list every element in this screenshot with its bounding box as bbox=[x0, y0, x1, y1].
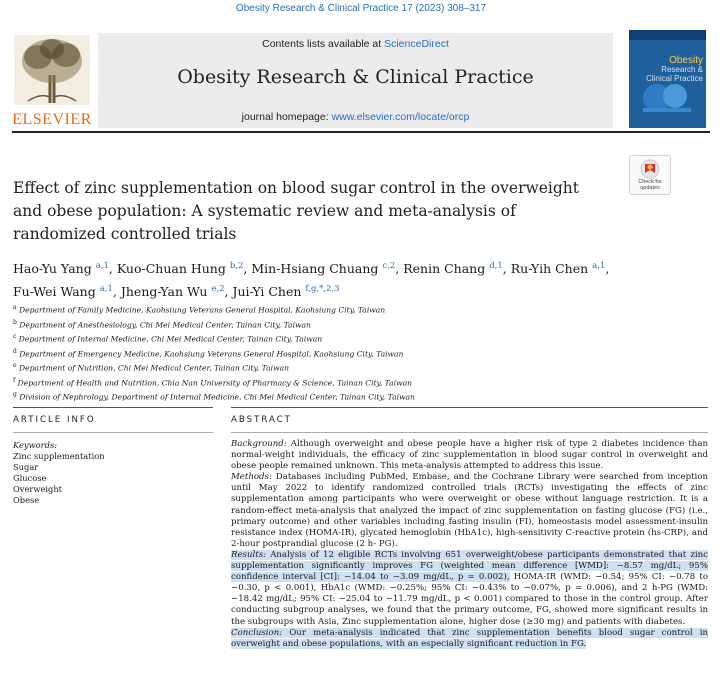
author-separator: , bbox=[395, 261, 404, 277]
keyword-item[interactable]: Zinc supplementation bbox=[13, 451, 105, 461]
author-separator: , bbox=[243, 261, 252, 277]
author-separator: , bbox=[224, 284, 233, 300]
abstract-heading: ABSTRACT bbox=[231, 415, 292, 425]
affiliation-text: Department of Nutrition, Chi Mei Medical Center, Tainan City, Taiwan bbox=[18, 363, 290, 373]
methods-text: Databases including PubMed, Embase, and the Cochrane Library were searched from inception until May 2022 to identify randomized controlled trials (RCTs) investigating the effects of zinc supplementation among participants who were overweight or obese without language restriction. It is a random-effect meta-analysis that analyzed the impact of zinc supplementation on fasting glucose (FG) (i.e., primary outcome) and other variables including fasting insulin (FI), homeostasis model assessment-insulin resistance index (HOMA-IR), glycated hemoglobin (HbA1c), high-sensitivity C-reactive protein (hs-CRP), and 2-hour postprandial glucose (2 h- PG). bbox=[231, 472, 708, 549]
cover-title-line2: Research & bbox=[661, 65, 703, 74]
crossmark-icon bbox=[640, 159, 660, 179]
author-name[interactable]: Hao-Yu Yang bbox=[13, 261, 92, 277]
abstract-subrule bbox=[231, 432, 708, 433]
homepage-link[interactable]: www.elsevier.com/locate/orcp bbox=[331, 111, 470, 123]
author-affiliation-mark[interactable]: b,2 bbox=[229, 261, 244, 271]
abstract-background bbox=[231, 439, 708, 472]
author-name[interactable]: Jui-Yi Chen bbox=[232, 284, 302, 300]
keyword-item[interactable]: Obese bbox=[13, 495, 40, 505]
conclusion-text: Our meta-analysis indicated that zinc supplementation benefits blood sugar control in overweight and obese populations, with an especially significant reduction in FG. bbox=[231, 627, 708, 649]
author-affiliation-mark[interactable]: e,2 bbox=[211, 284, 225, 295]
article-info-subrule bbox=[13, 432, 213, 433]
author-affiliation-mark[interactable]: a,1 bbox=[99, 284, 113, 295]
affiliation-mark: f bbox=[13, 376, 16, 384]
author-name[interactable]: Ru-Yih Chen bbox=[510, 261, 589, 277]
journal-homepage bbox=[98, 111, 613, 123]
author-affiliation-mark[interactable]: a,1 bbox=[592, 261, 606, 271]
article-info-heading: ARTICLE INFO bbox=[13, 415, 96, 425]
author-name[interactable]: Renin Chang bbox=[403, 261, 486, 277]
journal-citation[interactable]: Obesity Research & Clinical Practice 17 (2023) 308–317 bbox=[235, 3, 487, 14]
check-line2: updates bbox=[640, 185, 660, 191]
author-affiliation-mark[interactable]: d,1 bbox=[489, 261, 503, 271]
journal-cover[interactable] bbox=[629, 30, 706, 128]
article-title: Effect of zinc supplementation on blood sugar control in the overweight and obese population: A systematic review and meta-analysis of randomized controlled trials bbox=[13, 179, 580, 243]
affiliation-text: Division of Nephrology, Department of Internal Medicine, Chi Mei Medical Center, Tainan City, Taiwan bbox=[19, 392, 415, 402]
elsevier-tree-icon bbox=[14, 35, 90, 105]
abstract-body bbox=[231, 439, 708, 650]
author-name[interactable]: Jheng-Yan Wu bbox=[120, 284, 208, 300]
results-text: HOMA-IR (WMD: −0.54; 95% CI: −0.78 to −0.30, p < 0.001), HbA1c (WMD: −0.25%; 95% CI: −0.43% to −0.07%, p = 0.006), and 2 h-PG (WMD: −18.42 mg/dL; 95% CI: −25.04 to −11.79 mg/dL, p < 0.001) compared to those in the control group. After conducting subgroup analyses, we found that the primary outcome, FG, showed more significant results in the subgroups with Asia, Zinc supplementation alone, higher dose (≥30 mg) and patients with diabetes. bbox=[231, 572, 708, 627]
abstract-rule bbox=[231, 407, 708, 408]
sciencedirect-link[interactable]: ScienceDirect bbox=[384, 38, 449, 50]
abstract-methods bbox=[231, 472, 708, 550]
affiliation-item bbox=[13, 331, 653, 346]
affiliation-mark: a bbox=[13, 304, 17, 311]
conclusion-highlight[interactable] bbox=[231, 628, 708, 649]
contents-prefix: Contents lists available at bbox=[262, 38, 385, 50]
check-line1: Check for bbox=[638, 179, 662, 185]
cover-art-icon bbox=[637, 78, 697, 116]
affiliation-text: Department of Anesthesiology, Chi Mei Medical Center, Tainan City, Taiwan bbox=[19, 320, 311, 330]
author-affiliation-mark[interactable]: c,2 bbox=[382, 261, 396, 271]
author-list bbox=[13, 256, 653, 302]
affiliation-item bbox=[13, 389, 653, 404]
affiliation-mark: c bbox=[13, 333, 17, 341]
affiliation-text: Department of Emergency Medicine, Kaohsiung Veterans General Hospital, Kaohsiung City, Taiwan bbox=[19, 349, 404, 359]
affiliation-mark: d bbox=[13, 347, 17, 355]
author-separator: , bbox=[108, 261, 117, 277]
publisher-name: ELSEVIER bbox=[12, 111, 92, 128]
affiliation-item bbox=[13, 317, 653, 332]
affiliation-text: Department of Health and Nutrition, Chia Nan University of Pharmacy & Science, Tainan City, Taiwan bbox=[17, 378, 413, 388]
elsevier-logo[interactable] bbox=[12, 33, 92, 128]
affiliation-mark: e bbox=[13, 362, 17, 370]
keywords-list bbox=[13, 451, 213, 506]
homepage-prefix: journal homepage: bbox=[241, 111, 332, 123]
abstract-results bbox=[231, 550, 708, 628]
affiliation-item bbox=[13, 302, 653, 317]
keywords-label: Keywords: bbox=[13, 440, 58, 450]
methods-label: Methods: bbox=[231, 472, 272, 483]
check-for-updates-label bbox=[630, 179, 670, 191]
author-separator: , bbox=[502, 261, 511, 277]
affiliation-mark: g bbox=[13, 391, 17, 399]
author-affiliation-mark[interactable]: a,1 bbox=[95, 261, 109, 271]
background-label: Background: bbox=[231, 439, 287, 449]
journal-title: Obesity Research & Clinical Practice bbox=[177, 66, 534, 88]
author-separator: , bbox=[605, 261, 610, 277]
results-highlighted-text: Analysis of 12 eligible RCTs involving 651 overweight/obese participants demonstrated that zinc supplementation significantly improves FG (weighted mean difference [WMD]: −8.57 mg/dL; 95% confidence interval [CI]: −14.04 to −3.09 mg/dL, p = 0.002), bbox=[231, 549, 708, 583]
author-name[interactable]: Fu-Wei Wang bbox=[13, 284, 96, 300]
keywords-block bbox=[13, 440, 213, 506]
affiliation-item bbox=[13, 375, 653, 390]
author-name[interactable]: Kuo-Chuan Hung bbox=[116, 261, 226, 277]
affiliation-mark: b bbox=[13, 318, 17, 326]
background-text: Although overweight and obese people have a higher risk of type 2 diabetes incidence than normal-weight individuals, the efficacy of zinc supplementation in blood sugar control in overweight and obese people remained unknown. This meta-analysis attempted to address this issue. bbox=[231, 439, 708, 472]
affiliation-item bbox=[13, 360, 653, 375]
keyword-item[interactable]: Sugar bbox=[13, 462, 39, 472]
conclusion-label: Conclusion: bbox=[231, 627, 283, 638]
results-label: Results: bbox=[231, 549, 267, 560]
cover-title-main: Obesity bbox=[669, 55, 703, 66]
cover-title-line3: Clinical Practice bbox=[646, 74, 703, 83]
author-affiliation-mark[interactable]: f,g,*,2,3 bbox=[305, 284, 340, 295]
affiliation-text: Department of Internal Medicine, Chi Mei Medical Center, Tainan City, Taiwan bbox=[18, 334, 323, 344]
affiliation-item bbox=[13, 346, 653, 361]
keyword-item[interactable]: Overweight bbox=[13, 484, 63, 494]
contents-availability bbox=[98, 38, 613, 50]
header-rule bbox=[12, 131, 710, 133]
check-for-updates-button[interactable] bbox=[629, 155, 671, 195]
keyword-item[interactable]: Glucose bbox=[13, 473, 47, 483]
author-name[interactable]: Min-Hsiang Chuang bbox=[251, 261, 379, 277]
affiliation-text: Department of Family Medicine, Kaohsiung Veterans General Hospital, Kaohsiung City, Taiwan bbox=[19, 305, 386, 315]
author-separator: , bbox=[112, 284, 121, 300]
journal-masthead bbox=[98, 33, 613, 128]
cover-band bbox=[629, 30, 706, 40]
article-info-rule bbox=[13, 407, 213, 408]
abstract-conclusion bbox=[231, 628, 708, 650]
affiliation-list bbox=[13, 302, 653, 404]
